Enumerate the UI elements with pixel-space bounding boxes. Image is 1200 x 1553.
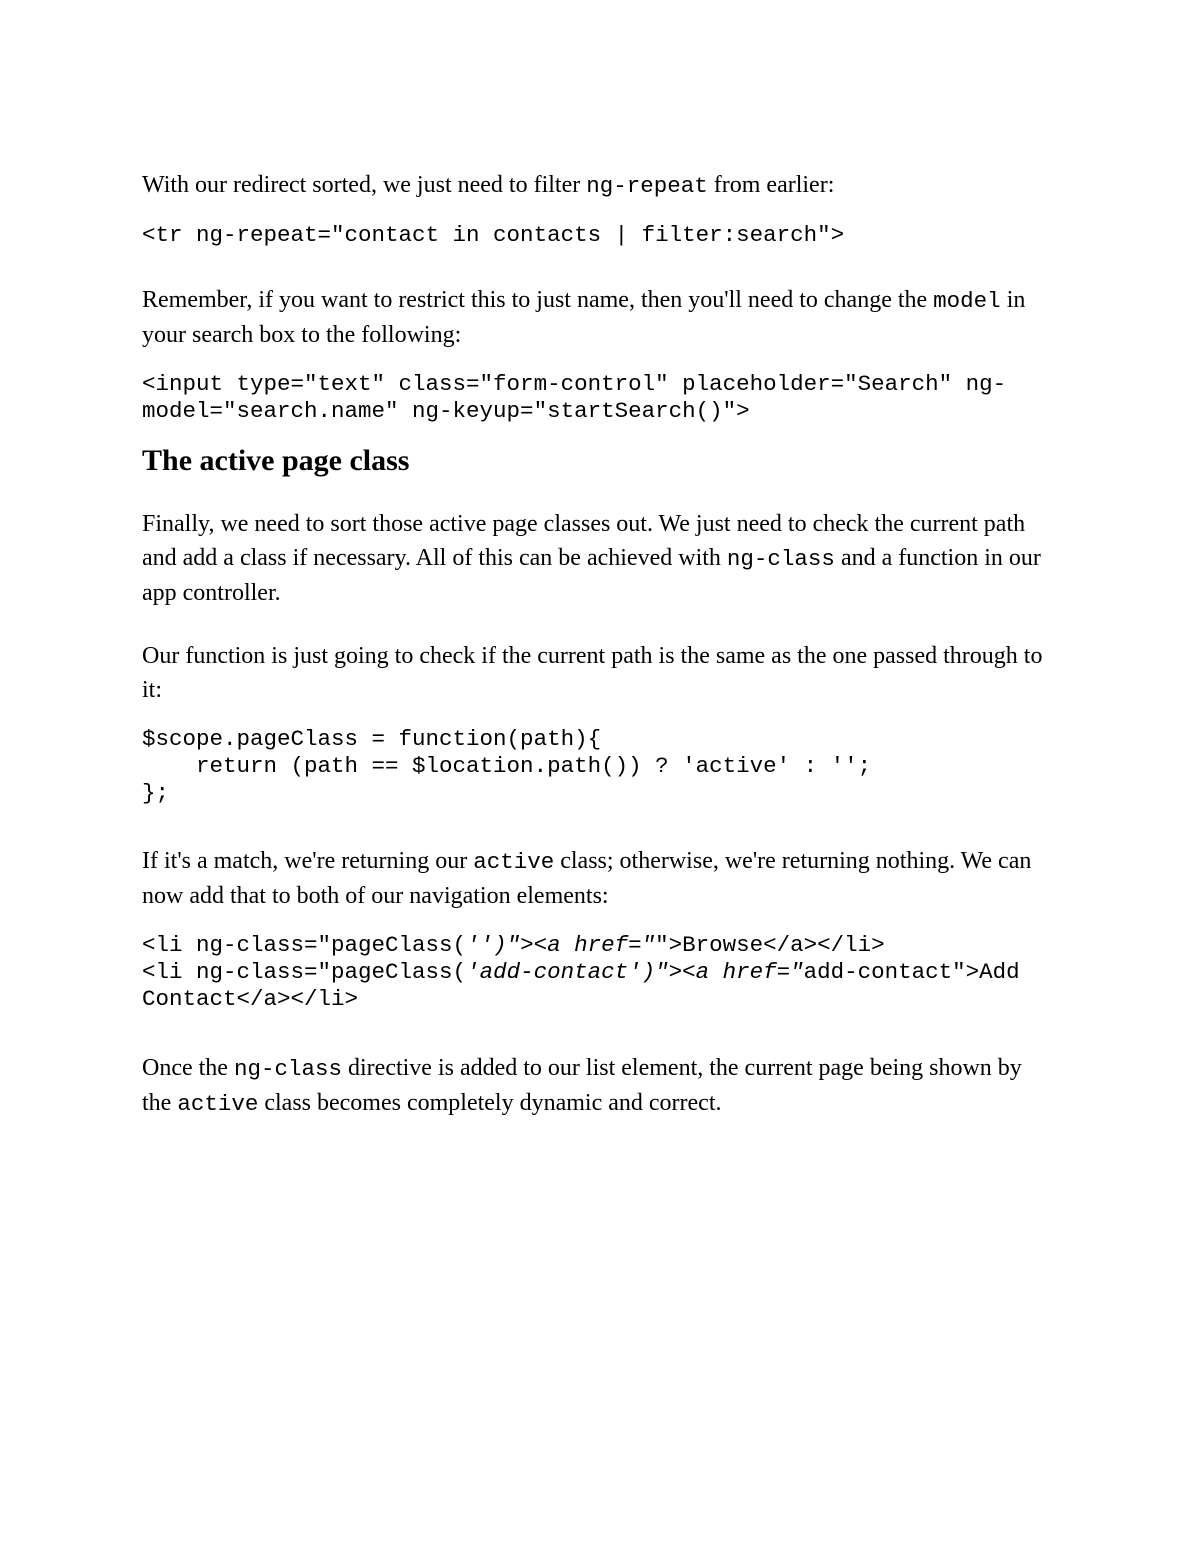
inline-code: ng-repeat — [586, 173, 708, 199]
code-line — [142, 932, 1052, 959]
code-line: $scope.pageClass = function(path){ — [142, 726, 602, 752]
code-block-page-class — [142, 726, 1052, 807]
paragraph-text: class becomes completely dynamic and correct. — [258, 1090, 722, 1116]
paragraph-text: Finally, we need to sort those active page classes out. We just need to check the current path and add a class if necessary. All of this can be achieved with — [142, 511, 1026, 571]
paragraph-text: directive is added to our list element, the current page being shown by the — [142, 1055, 1022, 1116]
paragraph-text: If it's a match, we're returning our — [142, 848, 474, 874]
code-block-ng-repeat — [142, 222, 1052, 249]
paragraph-text: and a function in our app controller. — [142, 545, 1041, 606]
paragraph-match-return — [142, 844, 1052, 913]
paragraph-text: Once the — [142, 1055, 234, 1081]
code-line: Contact</a></li> — [142, 986, 359, 1012]
code-block-search-input — [142, 371, 1052, 425]
inline-code: active — [473, 849, 555, 875]
code-segment: ">Browse</a></li> — [655, 932, 885, 958]
code-segment-italic: '')"><a href=" — [466, 932, 656, 958]
document-page — [142, 168, 1052, 1121]
paragraph-text: Our function is just going to check if the current path is the same as the one passed through to it: — [142, 643, 1043, 703]
section-heading: The active page class — [142, 444, 410, 477]
paragraph-conclusion — [142, 1051, 1052, 1121]
paragraph-function-intro — [142, 639, 1052, 707]
paragraph-text: Remember, if you want to restrict this to just name, then you'll need to change the — [142, 287, 934, 313]
code-segment: <li ng-class="pageClass( — [142, 959, 467, 985]
paragraph-restrict-name — [142, 283, 1052, 352]
code-line — [142, 959, 1052, 986]
code-block-nav-items — [142, 932, 1052, 1013]
paragraph-text: class; otherwise, we're returning nothing. We can now add that to both of our navigation elements: — [142, 848, 1032, 909]
code-line: <tr ng-repeat="contact in contacts | filter:search"> — [142, 222, 845, 248]
paragraph-active-classes — [142, 507, 1052, 610]
inline-code: model — [933, 288, 1001, 314]
code-segment: <li ng-class="pageClass( — [142, 932, 467, 958]
paragraph-text: in your search box to the following: — [142, 287, 1026, 348]
code-segment: add-contact">Add — [803, 959, 1020, 985]
code-segment-italic: 'add-contact')"><a href=" — [466, 959, 804, 985]
code-line: <input type="text" class="form-control" placeholder="Search" ng- — [142, 371, 1007, 397]
code-line: model="search.name" ng-keyup="startSearch()"> — [142, 398, 750, 424]
code-line: return (path == $location.path()) ? 'active' : ''; — [142, 753, 872, 779]
inline-code: ng-class — [726, 546, 835, 572]
inline-code: ng-class — [233, 1056, 342, 1082]
paragraph-filter-intro — [142, 168, 1052, 203]
paragraph-text: from earlier: — [707, 172, 835, 198]
paragraph-text: With our redirect sorted, we just need to filter — [142, 172, 587, 198]
code-line: }; — [142, 780, 170, 806]
inline-code: active — [177, 1091, 259, 1117]
